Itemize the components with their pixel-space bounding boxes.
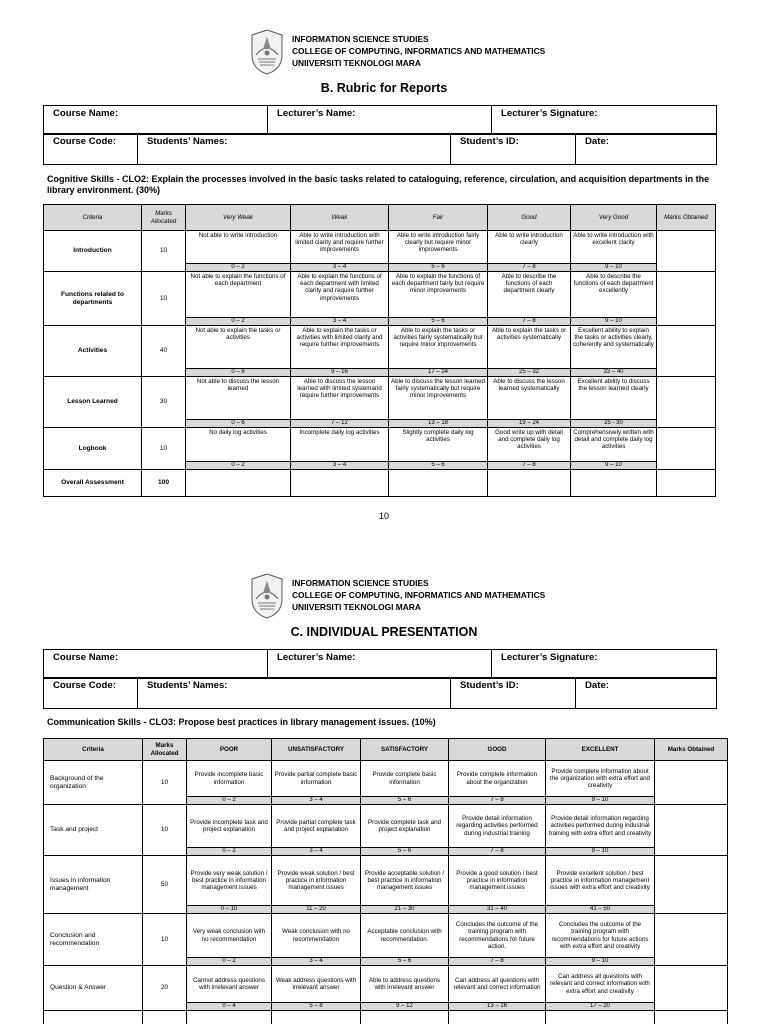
score-range: 0 – 4: [187, 1003, 272, 1011]
table-row: [44, 914, 728, 958]
header-poor: POOR: [187, 739, 272, 761]
score-range: 3 – 4: [291, 318, 389, 326]
descriptor-cell: Able to address questions with irrelevant answer: [361, 966, 449, 1003]
descriptor-cell: Very weak conclusion with no recommendation: [187, 914, 272, 958]
descriptor-cell: Weak address questions with irrelevant answer: [272, 966, 361, 1003]
table-row: [44, 966, 728, 1003]
marks-allocated-cell: 10: [143, 805, 187, 856]
criteria-cell: Activities: [44, 326, 142, 377]
presentation-title: C. INDIVIDUAL PRESENTATION: [290, 625, 478, 639]
descriptor-cell: Can address all questions with relevant and correct information with extra effort and creativity: [546, 966, 655, 1003]
descriptor-cell: Incomplete daily log activities: [291, 428, 389, 462]
criteria-cell: Lesson Learned: [44, 377, 142, 428]
criteria-cell: Conclusion and recommendation: [44, 914, 143, 966]
header-row: [44, 205, 716, 231]
descriptor-cell: Can address all questions with relevant and correct information: [449, 966, 546, 1003]
empty-cell: [143, 1011, 187, 1024]
header-criteria: Criteria: [44, 205, 142, 231]
descriptor-cell: Able to explain the tasks or activities with limited clarity and require further improvements: [291, 326, 389, 369]
score-range: 0 – 2: [187, 797, 272, 805]
score-range: 25 - 30: [571, 420, 657, 428]
student-id-field[interactable]: Student’s ID:: [451, 678, 576, 709]
course-code-field[interactable]: Course Code:: [44, 678, 138, 709]
overall-assessment-label: Overall Assessment: [44, 470, 142, 497]
score-range: 0 – 2: [186, 318, 291, 326]
score-range: 0 – 10: [187, 906, 272, 914]
score-range: 7 – 8: [449, 848, 546, 856]
header-line-1: INFORMATION SCIENCE STUDIES: [292, 34, 429, 44]
student-info-table: [43, 133, 717, 165]
clo-statement: Communication Skills - CLO3: Propose best practices in library management issues. (10%): [47, 717, 436, 727]
header-good: Good: [488, 205, 571, 231]
table-row: [44, 231, 716, 264]
descriptor-cell: Provide complete information about the organization with extra effort and creativity: [546, 761, 655, 797]
score-range: 7 – 8: [488, 318, 571, 326]
descriptor-cell: Weak conclusion with no recommendation: [272, 914, 361, 958]
course-info-table: [43, 105, 717, 135]
marks-allocated-cell: 30: [142, 377, 186, 428]
table-row: [44, 377, 716, 420]
uitm-crest-logo: [249, 573, 285, 619]
descriptor-cell: No daily log activities: [186, 428, 291, 462]
score-range: 3 – 4: [291, 264, 389, 272]
lecturer-signature-field[interactable]: Lecturer’s Signature:: [492, 106, 717, 135]
descriptor-cell: Able to describe the functions of each department clearly: [488, 272, 571, 318]
students-names-field[interactable]: Students’ Names:: [138, 134, 451, 165]
score-range: 7 – 8: [449, 958, 546, 966]
descriptor-cell: Excellent ability to explain the tasks or activities clearly, coherently and systematically: [571, 326, 657, 369]
score-range: 0 – 2: [187, 848, 272, 856]
header-marks-obtained: Marks Obtained: [655, 739, 728, 761]
uitm-crest-logo: [249, 29, 285, 75]
institution-name-block: [292, 33, 545, 70]
course-info-table: [43, 649, 717, 679]
score-range: 9 – 10: [546, 797, 655, 805]
score-range: 9 – 10: [571, 264, 657, 272]
table-row: [44, 761, 728, 797]
score-range: 25 – 32: [488, 369, 571, 377]
score-range: 11 – 20: [272, 906, 361, 914]
header-fair: Fair: [389, 205, 488, 231]
institution-header: [249, 573, 579, 623]
descriptor-cell: Not able to discuss the lesson learned: [186, 377, 291, 420]
score-range: 3 – 4: [272, 958, 361, 966]
empty-cell: [44, 1011, 143, 1024]
rubric-title: B. Rubric for Reports: [320, 81, 448, 95]
descriptor-cell: Provide detail information regarding activities performed during industrial training with extra effort and creativity: [546, 805, 655, 848]
header-line-2: COLLEGE OF COMPUTING, INFORMATICS AND MATHEMATICS: [292, 46, 546, 57]
descriptor-cell: Provide very weak solution / best practice in information management issues: [187, 856, 272, 906]
header-satisfactory: SATISFACTORY: [361, 739, 449, 761]
header-unsatisfactory: UNSATISFACTORY: [272, 739, 361, 761]
descriptor-cell: Provide complete information about the organization: [449, 761, 546, 797]
marks-allocated-cell: 10: [142, 272, 186, 326]
table-row: [44, 272, 716, 318]
student-info-table: [43, 677, 717, 709]
score-range: 13 – 16: [449, 1003, 546, 1011]
header-line-3: UNIIVERSITI TEKNOLOGI MARA: [292, 58, 421, 69]
criteria-cell: Functions related to departments: [44, 272, 142, 326]
descriptor-cell: Acceptable conclusion with recommendation.: [361, 914, 449, 958]
empty-cell: [361, 1011, 449, 1024]
score-range: 19 – 24: [488, 420, 571, 428]
descriptor-cell: Not able to write introduction: [186, 231, 291, 264]
marks-obtained-input[interactable]: [657, 326, 716, 377]
score-range: 5 – 8: [272, 1003, 361, 1011]
empty-cell: [272, 1011, 361, 1024]
descriptor-cell: Provide excellent solution / best practice in information management issues with extra effort and creativity: [546, 856, 655, 906]
score-range: 3 – 4: [291, 462, 389, 470]
score-range: 0 – 2: [186, 264, 291, 272]
descriptor-cell: Able to explain the functions of each department fairly but require minor improvements: [389, 272, 488, 318]
score-range: 7 – 8: [449, 797, 546, 805]
header-very-good: Very Good: [571, 205, 657, 231]
descriptor-cell: Provide complete task and project explanation: [361, 805, 449, 848]
header-line-1: INFORMATION SCIENCE STUDIES: [292, 578, 429, 588]
score-range: 13 – 18: [389, 420, 488, 428]
score-range: 7 – 8: [488, 462, 571, 470]
descriptor-cell: Good write up with detail and complete daily log activities: [488, 428, 571, 462]
institution-header: [249, 29, 579, 79]
header-good: GOOD: [449, 739, 546, 761]
empty-cell: [291, 470, 389, 497]
descriptor-cell: Provide a good solution / best practice in information management issues: [449, 856, 546, 906]
header-marks-obtained: Marks Obtained: [657, 205, 716, 231]
course-name-field[interactable]: Course Name:: [44, 106, 268, 135]
descriptor-cell: Able to write introduction clearly: [488, 231, 571, 264]
score-range: 5 – 6: [361, 848, 449, 856]
score-range: 7 – 12: [291, 420, 389, 428]
marks-allocated-cell: 10: [142, 428, 186, 470]
marks-allocated-cell: 10: [143, 914, 187, 966]
page-number: 10: [378, 511, 389, 521]
score-range: 17 – 24: [389, 369, 488, 377]
marks-obtained-input[interactable]: [655, 805, 728, 856]
marks-obtained-input[interactable]: [657, 428, 716, 470]
score-range: 3 – 4: [272, 797, 361, 805]
table-row: [44, 326, 716, 369]
students-names-field[interactable]: Students’ Names:: [138, 678, 451, 709]
score-range: 9 – 10: [546, 848, 655, 856]
table-row: [44, 805, 728, 848]
student-id-field[interactable]: Student’s ID:: [451, 134, 576, 165]
descriptor-cell: Able to explain the tasks or activities systematically: [488, 326, 571, 369]
course-name-field[interactable]: Course Name:: [44, 650, 268, 679]
marks-allocated-cell: 50: [143, 856, 187, 914]
descriptor-cell: Comprehensively written with detail and complete daily log activities: [571, 428, 657, 462]
score-range: 31 – 40: [449, 906, 546, 914]
score-range: 5 – 6: [389, 318, 488, 326]
criteria-cell: Issues in information management: [44, 856, 143, 914]
marks-obtained-input[interactable]: [657, 377, 716, 428]
descriptor-cell: Provide detail information regarding activities performed during industrial training: [449, 805, 546, 848]
header-row: [44, 739, 728, 761]
header-line-2: COLLEGE OF COMPUTING, INFORMATICS AND MATHEMATICS: [292, 590, 546, 601]
descriptor-cell: Provide partial complete task and project explanation: [272, 805, 361, 848]
date-field[interactable]: Date:: [576, 678, 717, 709]
rubric-table-reports: [43, 204, 716, 497]
descriptor-cell: Not able to explain the tasks or activities: [186, 326, 291, 369]
course-code-field[interactable]: Course Code:: [44, 134, 138, 165]
institution-name-block: [292, 577, 545, 614]
overall-marks-obtained-input[interactable]: [657, 470, 716, 497]
overall-row: [44, 470, 716, 497]
descriptor-cell: Able to discuss the lesson learned with limited systemand require further improvements: [291, 377, 389, 420]
header-line-3: UNIIVERSITI TEKNOLOGI MARA: [292, 602, 421, 613]
descriptor-cell: Concludes the outcome of the training program with recommendations for future action.: [449, 914, 546, 958]
descriptor-cell: Able to write introduction with limited clarity and require further improvements: [291, 231, 389, 264]
marks-allocated-cell: 40: [142, 326, 186, 377]
criteria-cell: Introduction: [44, 231, 142, 272]
criteria-cell: Background of the organization: [44, 761, 143, 805]
score-range: 9 – 12: [361, 1003, 449, 1011]
marks-allocated-cell: 10: [142, 231, 186, 272]
descriptor-cell: Excellent ability to discuss the lesson learned clearly: [571, 377, 657, 420]
score-range: 0 – 2: [187, 958, 272, 966]
header-weak: Weak: [291, 205, 389, 231]
table-row: [44, 1011, 728, 1024]
descriptor-cell: Provide partial complete basic information: [272, 761, 361, 797]
descriptor-cell: Slightly complete daily log activities: [389, 428, 488, 462]
descriptor-cell: Provide incomplete basic information: [187, 761, 272, 797]
descriptor-cell: Able to explain the tasks or activities fairly systematically but require minor improvements: [389, 326, 488, 369]
empty-cell: [449, 1011, 546, 1024]
score-range: 9 – 16: [291, 369, 389, 377]
descriptor-cell: Able to write introduction fairly clearly but require minor improvements: [389, 231, 488, 264]
descriptor-cell: Able to explain the functions of each department with limited clarity and require further improvements: [291, 272, 389, 318]
empty-cell: [488, 470, 571, 497]
lecturer-name-field[interactable]: Lecturer’s Name:: [268, 106, 492, 135]
descriptor-cell: Cannot address questions with irrelevant answer: [187, 966, 272, 1003]
score-range: 41 – 50: [546, 906, 655, 914]
header-very-weak: Very Weak: [186, 205, 291, 231]
score-range: 9 – 10: [546, 958, 655, 966]
header-excellent: EXCELLENT: [546, 739, 655, 761]
header-marks-allocated: Marks Allocated: [143, 739, 187, 761]
descriptor-cell: Able to discuss the lesson learned systematically: [488, 377, 571, 420]
marks-allocated-cell: 10: [143, 761, 187, 805]
empty-cell: [571, 470, 657, 497]
score-range: 3 – 4: [272, 848, 361, 856]
descriptor-cell: Concludes the outcome of the training program with recommendations for future actions with extra effort and creativity: [546, 914, 655, 958]
criteria-cell: Question & Answer: [44, 966, 143, 1011]
score-range: 0 – 2: [186, 462, 291, 470]
score-range: 5 – 6: [361, 958, 449, 966]
descriptor-cell: Provide weak solution / best practice in information management issues: [272, 856, 361, 906]
marks-obtained-input[interactable]: [655, 914, 728, 966]
overall-marks: 100: [142, 470, 186, 497]
header-criteria: Criteria: [44, 739, 143, 761]
score-range: 7 – 8: [488, 264, 571, 272]
marks-obtained-input[interactable]: [657, 272, 716, 326]
descriptor-cell: Able to describe the functions of each department excellently: [571, 272, 657, 318]
descriptor-cell: Provide incomplete task and project explanation: [187, 805, 272, 848]
descriptor-cell: Provide complete basic information: [361, 761, 449, 797]
header-marks-allocated: Marks Allocated: [142, 205, 186, 231]
score-range: 9 – 10: [571, 462, 657, 470]
empty-cell: [187, 1011, 272, 1024]
score-range: 33 – 40: [571, 369, 657, 377]
criteria-cell: Logbook: [44, 428, 142, 470]
empty-cell: [389, 470, 488, 497]
table-row: [44, 856, 728, 906]
marks-obtained-input[interactable]: [655, 856, 728, 914]
descriptor-cell: Able to write introduction with excellent clarity: [571, 231, 657, 264]
descriptor-cell: Not able to explain the functions of each department: [186, 272, 291, 318]
criteria-cell: Task and project: [44, 805, 143, 856]
score-range: 0 – 6: [186, 420, 291, 428]
descriptor-cell: Able to discuss the lesson learned fairly systematically but require minor improvements: [389, 377, 488, 420]
empty-cell: [655, 1011, 728, 1024]
date-field[interactable]: Date:: [576, 134, 717, 165]
score-range: 0 – 8: [186, 369, 291, 377]
score-range: 5 – 6: [361, 797, 449, 805]
marks-obtained-input[interactable]: [657, 231, 716, 272]
lecturer-signature-field[interactable]: Lecturer’s Signature:: [492, 650, 717, 679]
score-range: 5 – 6: [389, 264, 488, 272]
marks-allocated-cell: 20: [143, 966, 187, 1011]
score-range: 21 – 30: [361, 906, 449, 914]
clo-statement: Cognitive Skills - CLO2: Explain the processes involved in the basic tasks related to cataloguing, reference, circulation, and acquisition departments in the library environment. (30%): [47, 174, 710, 195]
marks-obtained-input[interactable]: [655, 966, 728, 1011]
empty-cell: [546, 1011, 655, 1024]
lecturer-name-field[interactable]: Lecturer’s Name:: [268, 650, 492, 679]
marks-obtained-input[interactable]: [655, 761, 728, 805]
score-range: 9 – 10: [571, 318, 657, 326]
descriptor-cell: Provide acceptable solution / best practice in information management issues: [361, 856, 449, 906]
score-range: 17 – 20: [546, 1003, 655, 1011]
table-row: [44, 428, 716, 462]
rubric-table-presentation: [43, 738, 728, 1024]
empty-cell: [186, 470, 291, 497]
score-range: 5 – 6: [389, 462, 488, 470]
